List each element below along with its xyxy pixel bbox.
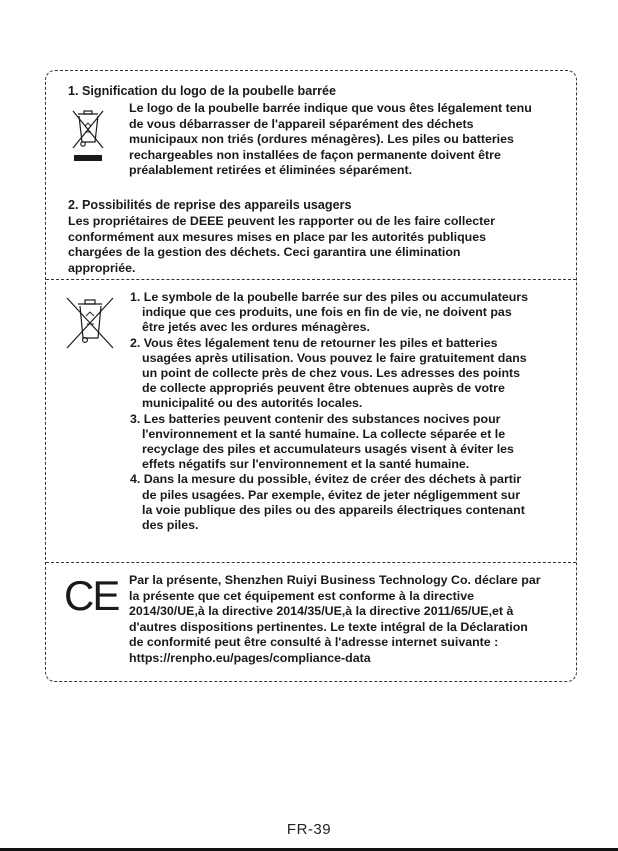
text-line: Le logo de la poubelle barrée indique que vous êtes légalement tenu (129, 101, 532, 115)
list-item: 4. Dans la mesure du possible, évitez de créer des déchets à partir de piles usagées. Par exemple, évitez de jeter négligemment sur la voie publique des piles ou des appareils électriques contenant des piles. (130, 472, 525, 533)
crossed-out-wheelie-bin-icon (70, 108, 106, 166)
declaration-text (129, 573, 541, 667)
section2-heading: 2. Possibilités de reprise des appareils usagers (68, 198, 352, 212)
section2-text (68, 214, 495, 276)
list-item: 3. Les batteries peuvent contenir des substances nocives pour l'environnement et la santé humaine. La collecte séparée et le recyclage des piles et accumulateurs usagés visent à éviter les effets négatifs sur l'environnement et la santé humaine. (130, 411, 514, 472)
text-line: rechargeables non installées de façon permanente doivent être (129, 147, 501, 162)
text-line: municipaux non triés (ordures ménagères). Les piles ou batteries (129, 132, 514, 147)
section-divider (46, 279, 576, 280)
crossed-out-battery-bin-icon (64, 294, 116, 352)
text-line: appropriée. (68, 260, 136, 275)
text-line: d'autres dispositions pertinentes. Le texte intégral de la Déclaration (129, 619, 528, 634)
list-item: 2. Vous êtes légalement tenu de retourner les piles et batteries usagées après utilisation. Vous pouvez le faire gratuitement dans un point de collecte près de chez vous. Les adresses des points de collecte appropriés peuvent être obtenues auprès de votre municipalité ou des autorités locales. (130, 335, 527, 411)
page-number: FR-39 (286, 821, 332, 838)
text-line: Les propriétaires de DEEE peuvent les rapporter ou de les faire collecter (68, 214, 495, 228)
text-line: chargées de la gestion des déchets. Ceci garantira une élimination (68, 245, 461, 260)
text-line: de conformité peut être consulté à l'adresse internet suivante : (129, 635, 499, 650)
text-line: préalablement retirées et éliminées séparément. (129, 163, 413, 178)
section-divider (46, 562, 576, 563)
text-line: Par la présente, Shenzhen Ruiyi Business Technology Co. déclare par (129, 573, 541, 587)
ce-mark-icon: CE (64, 572, 119, 619)
text-line: la présente que cet équipement est conforme à la directive (129, 588, 474, 603)
battery-info-list (130, 290, 570, 533)
text-line: conformément aux mesures mises en place par les autorités publiques (68, 229, 486, 244)
section1-heading: 1. Signification du logo de la poubelle barrée (68, 84, 337, 98)
text-line: de vous débarrasser de l'appareil séparément des déchets (129, 116, 474, 131)
list-item: 1. Le symbole de la poubelle barrée sur des piles ou accumulateurs indique que ces produits, une fois en fin de vie, ne doivent pas être jetés avec les ordures ménagères. (130, 290, 529, 335)
section1-text (129, 101, 532, 179)
text-line: 2014/30/UE,à la directive 2014/35/UE,à la directive 2011/65/UE,et à (129, 604, 514, 619)
compliance-url: https://renpho.eu/pages/compliance-data (129, 650, 371, 665)
